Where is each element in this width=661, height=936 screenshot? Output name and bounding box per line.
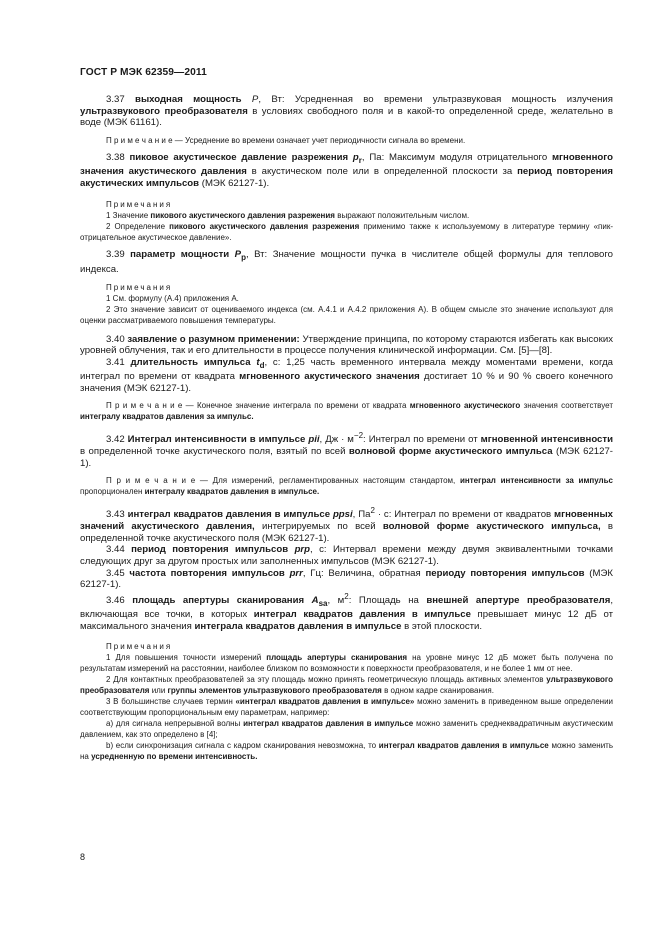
- document-body: [80, 94, 613, 762]
- notes-block: [80, 641, 613, 652]
- term-definition: 3.46 площадь апертуры сканирования $A_{sa}$, $м^2$: Площадь на внешней апертуре преобразователя, включающая все точки, в которых интеграл квадратов давления в импульсе превышает минус 12 дБ от максимального значения интеграла квадратов давления в импульсе в этой плоскости.: [80, 591, 613, 633]
- notes-heading: Примечания: [106, 282, 173, 292]
- note-text: 2 Это значение зависит от оцениваемого индекса (см. А.4.1 и А.4.2 приложения А). В общем смысле это значение используют для оценки рассматриваемого повышения температуры.: [80, 304, 613, 325]
- note-block: [80, 293, 613, 304]
- term-definition: 3.37 выходная мощность P, Вт: Усредненная во времени ультразвуковая мощность излучения ультразвукового преобразователя в условиях свободного поля и в какой-то определенной среде, желательно в воде (МЭК 61161).: [80, 94, 613, 129]
- page-header: ГОСТ Р МЭК 62359—2011: [80, 67, 207, 78]
- note-block: [80, 475, 613, 497]
- spacer: [80, 189, 613, 199]
- note-text: 2 Для контактных преобразователей за эту площадь можно принять геометрическую площадь активных элементов ультразвукового преобразователя или группы элементов ультразвукового преобразователя в одном кадре сканирования.: [80, 674, 613, 695]
- note-text: П р и м е ч а н и е — Конечное значение интеграла по времени от квадрата мгновенного акустического значения соответствует интегралу квадратов давления за импульс.: [80, 401, 613, 422]
- term-definition: 3.38 пиковое акустическое давление разрежения $p_r$, Па: Максимум модуля отрицательного мгновенного значения акустического давления в акустическом поле или в определенной плоскости за период повторения акустических импульсов (МЭК 62127-1).: [80, 151, 613, 189]
- note-block: [80, 135, 613, 146]
- notes-heading: Примечания: [106, 641, 173, 651]
- term-definition: 3.43 интеграл квадратов давления в импульсе ppsi, $Па^2 \cdot с$: Интеграл по времени от квадратов мгновенных значений акустического давления, интегрируемых по всей волновой форме акустического импульса, в определенной точке акустического поля (МЭК 62127-1).: [80, 506, 613, 544]
- note-block: [80, 304, 613, 326]
- spacer: [80, 326, 613, 334]
- note-block: [80, 652, 613, 674]
- note-text: 2 Определение пикового акустического давления разрежения применимо также к используемому в литературе термину «пик-отрицательное акустическое давление».: [80, 222, 613, 243]
- notes-block: [80, 282, 613, 293]
- term-definition: 3.40 заявление о разумном применении: Утверждение принципа, по которому стараются избегать как высоких уровней облучения, так и его длительности в процессе получения клинической информации. См. [5]—[8].: [80, 333, 613, 357]
- note-block: [80, 210, 613, 221]
- note-text: b) если синхронизация сигнала с кадром сканирования невозможна, то интеграл квадратов давления в импульсе можно заменить на усредненную по времени интенсивность.: [80, 740, 613, 761]
- note-block: [80, 696, 613, 718]
- term-definition: 3.44 период повторения импульсов prp, с: Интервал времени между двумя эквивалентными точками следующих друг за другом простых или заполненных импульсов (МЭК 62127-1).: [80, 544, 613, 567]
- note-block: [80, 674, 613, 696]
- note-block: [80, 718, 613, 740]
- note-text: П р и м е ч а н и е — Усреднение во времени означает учет периодичности сигнала во времени.: [106, 135, 466, 145]
- page-number: 8: [80, 852, 86, 862]
- notes-heading: Примечания: [106, 200, 173, 210]
- spacer: [80, 422, 613, 430]
- term-definition: 3.39 параметр мощности $P_p$, Вт: Значение мощности пучка в числителе общей формулы для теплового индекса.: [80, 249, 613, 275]
- note-text: 3 В большинстве случаев термин «интеграл квадратов давления в импульсе» можно заменить в приведенном выше определении соответствующим пропорциональным ему параметрам, например:: [80, 696, 614, 717]
- note-block: [80, 221, 613, 243]
- note-text: 1 Значение пикового акустического давления разрежения выражают положительным числом.: [106, 211, 470, 221]
- note-text: 1 Для повышения точности измерений площадь апертуры сканирования на уровне минус 12 дБ может быть получена по результатам измерений на расстоянии, наиболее близком по возможности к поверхности преобразователя, и не более 1 мм от нее.: [80, 652, 614, 673]
- note-block: [80, 740, 613, 762]
- note-text: П р и м е ч а н и е — Для измерений, регламентированных настоящим стандартом, интеграл интенсивности за импульс пропорционален интегралу квадратов давления в импульсе.: [80, 476, 613, 497]
- note-text: 1 См. формулу (А.4) приложения А.: [106, 293, 239, 303]
- term-definition: 3.42 Интеграл интенсивности в импульсе pii, Дж · $м^{-2}$: Интеграл по времени от мгновенной интенсивности в определенной точке акустического поля, взятый по всей волновой форме акустического импульса (МЭК 62127-1).: [80, 431, 613, 469]
- note-text: а) для сигнала непрерывной волны интеграл квадратов давления в импульсе можно заменить среднеквадратичным акустическим давлением, как это определено в [4];: [80, 718, 614, 739]
- notes-block: [80, 199, 613, 210]
- spacer: [80, 633, 613, 641]
- term-definition: 3.41 длительность импульса $t_d$, с: 1,25 часть временного интервала между моментами времени, когда интеграл по времени от квадрата мгновенного акустического значения достигает 10 % и 90 % своего конечного значения (МЭК 62127-1).: [80, 356, 614, 394]
- term-definition: 3.45 частота повторения импульсов prr, Гц: Величина, обратная периоду повторения импульсов (МЭК 62127-1).: [80, 567, 613, 591]
- spacer: [80, 497, 613, 505]
- note-block: [80, 400, 613, 422]
